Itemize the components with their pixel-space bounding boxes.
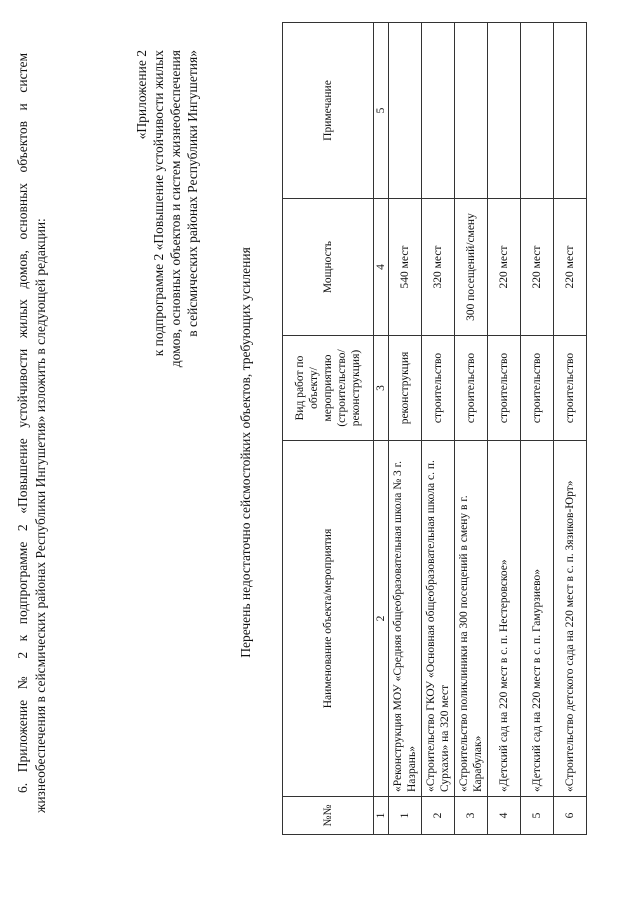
column-number: 2 [374, 441, 389, 797]
table-header-row [283, 23, 374, 835]
column-number: 3 [374, 336, 389, 441]
table-row [521, 23, 554, 835]
column-number: 5 [374, 23, 389, 199]
work-type: строительство [422, 336, 455, 441]
row-number: 3 [455, 797, 488, 835]
column-number-row [374, 23, 389, 835]
row-number: 2 [422, 797, 455, 835]
paragraph-line-1: 6. Приложение № 2 к подпрограмме 2 «Повышение устойчивости жилых домов, основных объектов и систем [15, 53, 30, 793]
paragraph-line-2: жизнеобеспечения в сейсмических районах Республики Ингушетия» изложить в следующей редакции: [33, 218, 48, 813]
capacity: 540 мест [389, 199, 422, 336]
table-row [554, 23, 587, 835]
header-number: №№ [283, 797, 374, 835]
row-number: 5 [521, 797, 554, 835]
appendix-line: домов, основных объектов и систем жизнеобеспечения [168, 50, 183, 368]
capacity: 220 мест [521, 199, 554, 336]
appendix-line: к подпрограмме 2 «Повышение устойчивости жилых [151, 50, 166, 357]
work-type: строительство [521, 336, 554, 441]
amendment-paragraph [14, 53, 50, 813]
table-row [422, 23, 455, 835]
row-number: 4 [488, 797, 521, 835]
note [554, 23, 587, 199]
row-number: 1 [389, 797, 422, 835]
note [422, 23, 455, 199]
object-name: «Реконструкция МОУ «Средняя общеобразовательная школа № 3 г. Назрань» [389, 441, 422, 797]
work-type: реконструкция [389, 336, 422, 441]
appendix-line: в сейсмических районах Республики Ингушетия» [185, 50, 200, 337]
capacity: 300 посещений/смену [455, 199, 488, 336]
column-number: 1 [374, 797, 389, 835]
object-name: «Детский сад на 220 мест в с. п. Нестеровское» [488, 441, 521, 797]
work-type: строительство [488, 336, 521, 441]
capacity: 220 мест [488, 199, 521, 336]
work-type: строительство [455, 336, 488, 441]
appendix-header [133, 50, 201, 380]
note [521, 23, 554, 199]
object-name: «Строительство ГКОУ «Основная общеобразовательная школа с. п. Сурхахи» на 320 мест [422, 441, 455, 797]
header-name: Наименование объекта/мероприятия [283, 441, 374, 797]
work-type: строительство [554, 336, 587, 441]
capacity: 320 мест [422, 199, 455, 336]
object-name: «Детский сад на 220 мест в с. п. Гамурзиево» [521, 441, 554, 797]
note [455, 23, 488, 199]
object-name: «Строительство поликлиники на 300 посещений в смену в г. Карабулак» [455, 441, 488, 797]
appendix-line: «Приложение 2 [134, 50, 149, 140]
objects-table [282, 22, 587, 835]
list-title: Перечень недостаточно сейсмостойких объектов, требующих усиления [238, 247, 253, 658]
header-note: Примечание [283, 23, 374, 199]
object-name: «Строительство детского сада на 220 мест в с. п. Зязиков-Юрт» [554, 441, 587, 797]
table-row [488, 23, 521, 835]
column-number: 4 [374, 199, 389, 336]
capacity: 220 мест [554, 199, 587, 336]
note [488, 23, 521, 199]
table-row [389, 23, 422, 835]
table-row [455, 23, 488, 835]
header-work-type: Вид работ по объекту/ мероприятию (строительство/ реконструкция) [283, 336, 374, 441]
note [389, 23, 422, 199]
row-number: 6 [554, 797, 587, 835]
header-capacity: Мощность [283, 199, 374, 336]
